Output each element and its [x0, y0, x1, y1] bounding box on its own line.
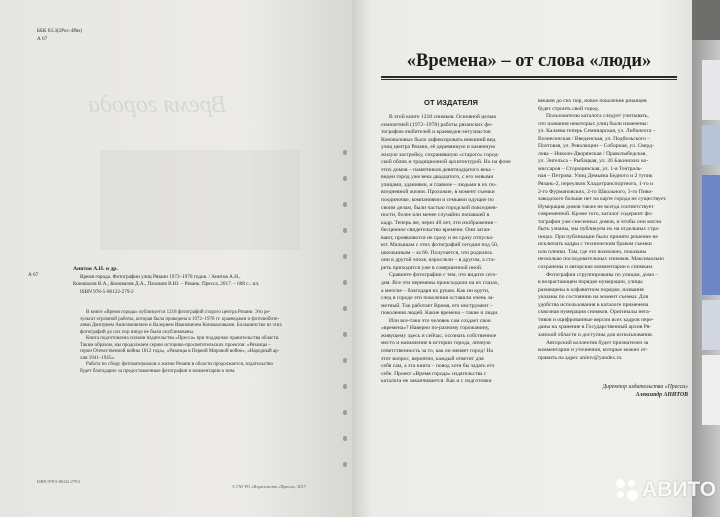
- title-rule: [381, 79, 677, 80]
- catalog-author: Анитов А.Н. и др.: [73, 266, 118, 272]
- text-line: занской области и доступны для использования.: [538, 331, 653, 338]
- text-line: будет строить свой город.: [538, 105, 600, 112]
- title-rule: [381, 76, 677, 78]
- annotation-line: Книга подготовлена силами издательства «Пресса» при поддержке правительства области.: [86, 336, 280, 341]
- annotation-line: фотографий до сих пор нигде не были опубликованы.: [80, 330, 195, 335]
- annotation-line: лями Дмитрием Анисимовичем и Валерием Ивановичем Коноваловыми. Большинство из этих: [80, 323, 282, 328]
- text-line: Авторский коллектив будет признателен за: [546, 339, 649, 346]
- text-line: тографов-любителей и краеведов-энтузиастов: [381, 129, 491, 136]
- text-line: поодиночке, компаниями и семьями идущие по: [381, 197, 494, 204]
- udk-code: А 67: [37, 36, 48, 42]
- isbn-footer: ISBN 978-5-86122-279-2: [37, 479, 81, 484]
- text-line: семилетней (1972–1978) работы рязанских фо-: [381, 121, 493, 128]
- annotation-line: хив 1941–1945».: [80, 356, 116, 361]
- annotation-line: зультат огромной работы, которая была проведена в 1972–1978 гг. краеведами и фотолюбите-: [80, 317, 280, 322]
- text-line: Почтовая, ул. Революции – Соборная, ул. Сверд-: [538, 143, 654, 150]
- text-line: вседневной жизни. Прохожие, в момент съемки: [381, 189, 495, 196]
- text-column-left: [381, 114, 529, 386]
- text-line: Вознесенская / Введенская, ул. Подбельского –: [538, 135, 651, 142]
- text-line: ная – Петрова. Улиц Демьяна Бедного и 2 тупик: [538, 173, 653, 180]
- text-line: себя сам, а эта книга – повод хотя бы задать его: [381, 363, 495, 370]
- text-line: тивов и оцифрованные версии всех кадров пере-: [538, 316, 654, 323]
- author-code: А 67: [28, 272, 39, 278]
- text-line: исключать кадры с техническим браком съемки: [538, 241, 652, 248]
- avito-watermark: [616, 478, 716, 502]
- text-line: править на адрес anitov@yandex.ru.: [538, 354, 623, 361]
- text-line: виден город уже века двадцатого, с его новыми: [381, 174, 494, 181]
- signature-name: Александр АНИТОВ: [635, 392, 688, 398]
- text-line: бесценное свидетельство времени. Они затаи-: [381, 227, 492, 234]
- text-line: 2-го Фурмановских, 2-го Школьного, 3-го Пиво-: [538, 188, 654, 195]
- text-line: ют. Малышам с этих фотографий сегодня под 50,: [381, 242, 499, 249]
- text-line: даны на хранение в Государственный архив Ря-: [538, 324, 652, 331]
- text-line: в возрастающем порядке нумерации, улицы: [538, 279, 643, 286]
- text-line: дня. Все эти перемены происходили на их глазах,: [381, 280, 500, 287]
- text-line: Рязань-2, переулков Хладотранспортного, 1-го и: [538, 181, 654, 188]
- text-line: Сравните фотографии с тем, что видите сего-: [389, 272, 498, 279]
- text-line: место и назначение в истории города, личную: [381, 340, 491, 347]
- bleed-through-image: [100, 150, 300, 250]
- bbk-code: ББК 63.3(2Рос-4Ряз): [37, 28, 83, 34]
- text-line: сохранены и авторские комментарии к снимкам.: [538, 264, 654, 271]
- text-line: миссаров – Стороцинская, ул. 1-я Театраль-: [538, 165, 643, 172]
- text-line: своим делам, были частью городской повседнев-: [381, 204, 498, 211]
- text-line: они в другой эпохе, взрослели – в другом, а ста-: [381, 257, 496, 264]
- text-line: жилую застройку, сохранявшую «старого» город-: [381, 151, 500, 158]
- section-subheading: ОТ ИЗДАТЕЛЯ: [424, 98, 478, 107]
- page-title: «Времена» – от слова «люди»: [406, 51, 652, 71]
- catalog-isbn: ISBN 978-5-86122-279-2: [80, 289, 134, 295]
- text-line: вают, проявляются не сразу и не сразу отпуска-: [381, 234, 494, 241]
- text-line: поколения людей. Какие времена – такие и люди.: [381, 310, 499, 317]
- bleed-through-title: Время города: [88, 92, 227, 118]
- text-line: ницах. При публикации было принято решение не: [538, 233, 658, 240]
- text-line: ответственность за то, как он меняет город! На: [381, 347, 493, 354]
- text-line: улицами, зданиями, и главное – людьми в их по-: [381, 181, 497, 188]
- text-line: этих домов – памятников девятнадцатого века –: [381, 166, 495, 173]
- text-line: сквозная нумерация снимков. Оригиналы нега-: [538, 309, 651, 316]
- text-line: Коноваловых было зафиксировать внешний вид: [381, 136, 496, 143]
- watermark-text: АВИТО: [642, 478, 717, 501]
- text-line: современной. Кроме того, каталог содержит фо-: [538, 211, 653, 218]
- text-line: заводского больше нет на карте города не существует.: [538, 196, 667, 203]
- annotation-line: будет благодарно за предоставленные фотографии и комментарии к ним.: [80, 369, 236, 374]
- text-line: школьникам – за 60. Получается, что родились: [381, 249, 493, 256]
- text-line: Пользователю каталога следует учитывать,: [546, 113, 649, 120]
- text-column-right: [538, 98, 688, 362]
- text-line: тографии уже снесенных домов, и чтобы они могли: [538, 218, 662, 225]
- text-line: Нумерация домов также не всегда соответствует: [538, 203, 654, 210]
- annotation-line: Таким образом, мы продолжаем серию историко-просветительских проектов: «Рязанцы –: [80, 343, 271, 348]
- copyright: © ГАУ РО «Издательство «Пресса», 2017: [232, 484, 306, 489]
- annotation-line: Работа по сбору фотоматериалов о жизни Рязани в области продолжается, издательство: [86, 362, 273, 367]
- text-line: «времена»? Наверно по-разному горожанину,: [381, 325, 490, 332]
- text-line: себе. Проект «Время города» издательства с: [381, 370, 487, 377]
- text-line: ул. Энгельса – Рыбацкая, ул. 26 Бакинских ко-: [538, 158, 649, 165]
- text-line: ности, более или менее случайно попавшей в: [381, 212, 490, 219]
- text-line: что названия некоторых улиц были изменены:: [538, 120, 649, 127]
- text-line: реть приходится уже в совершенной иной.: [381, 264, 483, 271]
- text-line: а многие – благодаря их рукам. Как ни крути,: [381, 287, 490, 294]
- text-line: веками до сих пор, новое поколение рязанцев: [538, 98, 647, 104]
- text-line: ской облик и традиционной архитектурой. Но на фоне: [381, 159, 511, 166]
- annotation-line: В книге «Время города» публикуется 1218 фотографий старого центра Рязани. Это ре-: [86, 310, 271, 315]
- text-line: удобства использования в каталоге применена: [538, 301, 649, 308]
- text-line: размещены в алфавитном порядке, названия: [538, 286, 644, 293]
- left-page: [0, 0, 352, 517]
- text-line: ул. Калаева теперь Семинарская, ул. Либкнехта –: [538, 128, 656, 135]
- text-line: живущему здесь и сейчас, осознать собственное: [381, 332, 497, 339]
- signature-title: Директор издательства «Пресса»: [602, 384, 688, 390]
- text-line: несколько последовательных снимков. Максимально: [538, 256, 664, 263]
- text-line: комментарии и уточнения, которые можно от-: [538, 347, 648, 354]
- text-line: Фотографии сгруппированы по улицам, дома –: [546, 271, 659, 278]
- text-line: след в городе эти поколения оставили очень за-: [381, 295, 495, 302]
- text-line: указаны по состоянию на момент съемки. Для: [538, 294, 649, 301]
- text-line: Или все-таки это человек сам создает свои: [389, 317, 491, 324]
- catalog-line: Коновалов В.А., Коновалов Д.А., Пахомов В.Ю. – Рязань: Пресса, 2017. – 608 с.: ил.: [73, 281, 260, 287]
- text-line: метный. Так работает Время, его инструмент –: [381, 302, 493, 309]
- text-line: В этой книге 1218 снимков. Основной целью: [389, 114, 497, 120]
- text-line: каталога не заканчивается. Как и с подготовки: [381, 378, 492, 385]
- avito-logo-icon: [616, 479, 638, 501]
- binding-holes: [343, 150, 349, 470]
- text-line: или пленки. Там, где это возможно, показаны: [538, 248, 647, 255]
- text-line: этот вопрос, вероятно, каждый ответит для: [381, 355, 484, 362]
- catalog-line: Время города. Фотографии улиц Рязани 1972–1978 годов. / Анитов А.Н.,: [80, 274, 241, 280]
- annotation-line: герои Отечественной войны 1812 года», «Рязанцы в Первой Мировой войне», «Народный ар-: [80, 349, 280, 354]
- text-line: кадр. Теперь же, через 40 лет, эти изображения –: [381, 219, 498, 226]
- text-line: быть узнаны, мы публикуем их на отдельных стра-: [538, 226, 660, 233]
- text-line: улиц центра Рязани, её деревянную и каменную: [381, 144, 496, 151]
- text-line: лова – Николо-Дворянская / Праволыбедская,: [538, 150, 647, 157]
